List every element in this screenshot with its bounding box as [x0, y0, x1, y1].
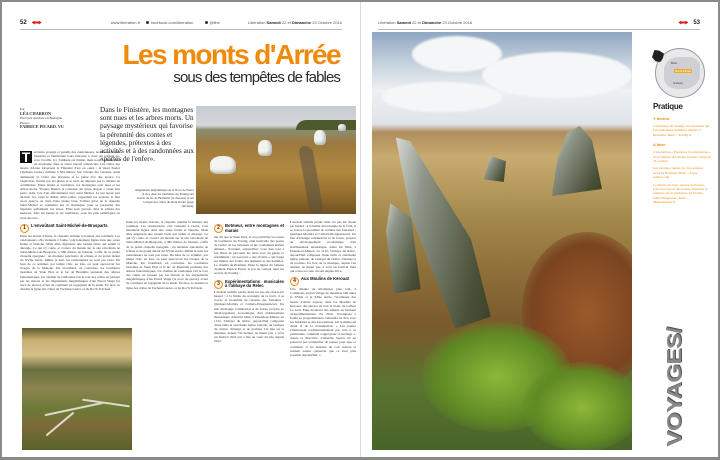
- section-heading-2: 2 Botmeur, entre montagnes et marais: [214, 224, 284, 234]
- article-subtitle: sous des tempêtes de fables: [173, 69, 340, 86]
- photo-peat-bog-dead-branches: [22, 328, 132, 450]
- section-number-badge: 3: [214, 280, 223, 289]
- sidebar-subheading-sleep: Y dormir: [653, 116, 670, 121]
- photo-menhirs-ferns: [372, 32, 632, 450]
- sidebar-item: A l'auberge du Youdig, un restaurant qui fait également chambres d'hôtes, à Brennilis. Rens. : Youdig.fr: [653, 124, 710, 137]
- dateline-right: Libération Samedi 22 et Dimanche 23 Octobre 2016: [378, 20, 473, 25]
- photographer-name: FABRICE PICARD. VU: [20, 124, 64, 129]
- sidebar-item: L'exposition « Fenestres Conversations » à l'écomusée des monts d'Arrée. Jusqu'au 31 octobre.: [653, 150, 711, 164]
- body-column-2: [126, 220, 208, 306]
- page-number-wrap: [673, 20, 700, 26]
- byline: [20, 107, 64, 130]
- author-role: Envoyée spéciale en Bretagne: [20, 116, 63, 120]
- section-4-text: Une dizaine de kilomètres plus loin, à Commana, ancien village de meuniers bâti entre le XVIIe et le XIXe siècle, l'écomusée des monts d'Arrée expose, dans les Moulins de Kerouat, des photos en noir et blanc de Gilbert Le Gall. Elles montrent des enfants au moment d'expérimentations. En 2016, l'écomusée a fondé sa programmation culturelle en lien avec les habitants et des associations, sur le thème du chant et de la transmission. « Les jeunes s'intéressent traditionnellement par cela à ce patrimoine, comment s'approprier ce héritage », assure la directrice, Catherine Sparta. Ils ne pourront pas s'empêcher de penser pour que, et comment, il est heureux de voir culture et rendent autant conserver que ce n'est plus possible aujourd'hui. »: [290, 287, 356, 357]
- section-2-text: On dit que le Yeun Elez, et en particulier les zones de tourbières du Youdig, était indicable des portes de l'enfer où les trépassés et les condamnés étaient amenés... Pourtant, aujourd'hui, vous êtes tout à fait libres de parcourir les lieux avec un guide, et notamment : un parcours « des vivants » qui longe les lisières des forêts, des animaux et des hommes. Le chemin de Botmeur. Dans la lignée du fameux chanteur Patrick Ewen, le jeu ou conteur tient les secrets du Youdig...: [214, 234, 284, 276]
- photo-caption: Alignement mégalithique de la Noce de Pierre (à dr.), dans les tourbières du Youdig aux abords du lac de Brennilis (ci-dessous) et sur la ligne des crêtes du mont Kador (page suivante).: [134, 188, 194, 208]
- section-number-badge: 4: [290, 277, 299, 286]
- drop-cap: T: [21, 150, 31, 165]
- facebook-link[interactable]: facebook.com/liberation: [146, 20, 198, 25]
- location-map: Brest Monts d'Arrée Quimper: [655, 48, 705, 98]
- article-headline: [40, 40, 340, 86]
- page-number-left: 52: [20, 19, 27, 26]
- section-number-badge: 2: [214, 224, 223, 233]
- left-page-folio: [20, 16, 342, 30]
- practical-info-sidebar: [653, 102, 711, 205]
- website-link[interactable]: www.liberation.fr: [110, 20, 141, 25]
- by-label: Par: [20, 107, 25, 111]
- twitter-icon: [205, 21, 208, 24]
- body-column-4: [290, 220, 356, 452]
- section-heading-4: 4 Aux Moulins de Kerouat: [290, 277, 356, 286]
- section-3-continued: L'endroit semble perdu, mais n'a pas été choisi par hasard : à la limite du rectangle de la forêt, il se trouve la proximité de certains des fontaines : Quimper-Morlaix et Carhaix-Plouguernevel. Un lieu d'échange commercial et de foires, propice au développement économique d'un établissement monastique. Ainsi fut bâtie, à Plounéour-Ménez, en 1132, l'abbaye du Relec, aujourd'hui composée d'une belle et attachante église romane, de vestiges du cloître, d'étangs et de prairies. Un lieu où la musique, depuis l'an dernier, ne meurt pas, a vécu un festival d'été qui a lieu au cœur du site depuis 2012.: [290, 220, 356, 274]
- dateline-left: Libération Samedi 22 et Dimanche 23 Octobre 2016: [247, 20, 342, 25]
- twitter-link[interactable]: @libe: [205, 20, 225, 25]
- sidebar-item: Les balades contées de l'association Arbed à Botmeur. Rens. : Arree-randos.com: [653, 166, 704, 180]
- photos-label: Photos: [20, 120, 30, 125]
- sidebar-subheading-do: A faire: [653, 142, 666, 148]
- sidebar-item: Le musée du loup, unique en France, pour tout savoir des contes, histoires et rumeurs sur le prédateur, au Cloître-Saint-Thégonnec. Rens. : Museeduloup.fr: [653, 182, 708, 205]
- section-1-text: Dans les monts d'Arrée, la chapelle domine la hauteur des sommets. Les randonneurs, s'ils viennent à l'aube, vont lentement figées dans une ouate ferme et blanche. Mais elles déguisent une beauté brute qui séduit et dérange. Ce qui s'y coule, et s'ouvre du monde sur le site envoûtant de Saint-Michel-de-Brasparts, à 380 mètres de hauteur, coiffé de sa petite chapelle épargnée : un modeste sanctuaire de schiste et de granit datant du XVIIe siècle. Même la nuit, les randonneurs ne sont pas rares. Du haut de ce sommet, par temps clair, au loin, on peut apercevoir les rivages de la Manche. Par brouillard, en contrebas, les tourbières inondées de Yeun Elez et le lac de Brennilis prennent des allures fantomatiques. Un chemin de randonnée fait le tour des crêtes en passant par les marais et les alignements mégalithiques d'An Eured Veign (la noce de pierre), avant de continuer en regagnant de la lande. En face, se dessine la ligne des crêtes de Tuchenn Gador, et du Roc'h Trévézel.: [20, 233, 120, 291]
- photo-standing-stones-moor: [196, 106, 356, 214]
- section-heading-1: 1 L'envoûtant Saint-Michel-de-Brasparts: [20, 224, 120, 233]
- body-column-3: [214, 220, 284, 452]
- section-rubric: [650, 320, 700, 454]
- arrow-icon: [32, 21, 42, 25]
- sidebar-heading: Pratique: [653, 102, 683, 111]
- facebook-icon: [146, 21, 149, 24]
- section-number-badge: 1: [20, 224, 29, 233]
- arrow-icon: [678, 21, 688, 25]
- author-name: LÉA CHARRON: [20, 110, 52, 116]
- article-standfirst: Dans le Finistère, les montagnes sont nues et les arbres morts. Un paysage mystérieux qui favorise la pérennité des contes et légendes, prétextes à des activités et à des randonnées aux «portes de l'enfer».: [100, 106, 194, 164]
- rubric-label: VOYAGES/: [663, 327, 687, 447]
- magazine-spread: [2, 2, 718, 457]
- right-page-folio: [378, 16, 700, 30]
- article-title: Les monts d'Arrée: [122, 39, 340, 70]
- page-number-right: 53: [693, 19, 700, 26]
- section-heading-3: 3 Expérimentations musicales à l'abbaye du Relec: [214, 280, 284, 290]
- page-gutter: [360, 2, 361, 457]
- section-1-continued: Dans les monts d'Arrée, la chapelle domine la hauteur des sommets. Les randonneurs, s'ils viennent à l'aube, vont lentement figées dans une ouate ferme et blanche. Mais elles déguisent une beauté brute qui séduit et dérange. Ce qui s'y coule, et s'ouvre du monde sur le site envoûtant de Saint-Michel-de-Brasparts, à 380 mètres de hauteur, coiffé de sa petite chapelle épargnée : un modeste sanctuaire de schiste et de granit datant du XVIIe siècle. Même la nuit, les randonneurs ne sont pas rares. Du haut de ce sommet, par temps clair, au loin, on peut apercevoir les rivages de la Manche. Par brouillard, en contrebas, les tourbières inondées de Yeun Elez et le lac de Brennilis prennent des allures fantomatiques. Un chemin de randonnée fait le tour des crêtes en passant par les marais et les alignements mégalithiques d'An Eured Veign (la noce de pierre), avant de continuer en regagnant de la lande. En face, se dessine la ligne des crêtes de Tuchenn Gador, et du Roc'h Trévézel.: [126, 220, 208, 290]
- map-highlight-label: Monts d'Arrée: [675, 69, 692, 73]
- social-links: [111, 20, 230, 25]
- body-column-1: [20, 150, 120, 322]
- intro-paragraph: erritoire protégé et paradis des randonneurs, les monts d'Arrée inspirent et murmurent leurs histoires à ceux qui tendent en-core l'oreille. Ici, l'altitude est timide, mais nous sommes bien en montagne dans le vieux massif armoricain. Les crêtes des monts d'Arrée traversent le Finistère d'est en ouest : le mont Kador (Tuchenn Gador) culmine à 384 mètres. Sur l'abrupt des versants, seuls demeurent le violet des bruyères et le jaune d'or des ajoncs. La végétation, fléchie par les pluies et le vent, ne dépasse pas la dizaine de centimètres. Entre landes et tourbières, les montagnes sont nues et les arbres morts. Yvonne Daniel, la conteuse, dit qu'un dragon a causé leur perte, ladis, lors d'un affrontement avec saint Michel. Le feu aurait tout dé-truit. Ici, rares le diable allait paître, rappellent les anciens. Il faut avoir aperçu, au clair d'une pleine lune, l'ombre grise de la chapelle Saint-Michel se soumettre sur sa montagne, pour se persuader des légendes qu'habitent ces terres. Elles sont gravées dans le schiste des maisons, dans les landes et les tourbières, sous les pins esthétiques ou l'eau des lacs.: [20, 150, 120, 220]
- section-3-text: L'endroit semble perdu, mais n'a pas été choisi par hasard : à la limite du rectangle de la forêt, il se trouve la proximité de certains des fontaines : Quimper-Morlaix et Carhaix-Plouguernevel. Un lieu d'échange commercial et de foires, propice au développement économique d'un établissement monastique. Ainsi fut bâtie, à Plounéour-Ménez, en 1132, l'abbaye du Relec, aujourd'hui composée d'une belle et attachante église romane, de vestiges du cloître, d'étangs et de prairies. Un lieu où la musique, depuis l'an dernier, ne meurt pas, a vécu un festival d'été qui a lieu au cœur du site depuis 2012.: [214, 290, 284, 344]
